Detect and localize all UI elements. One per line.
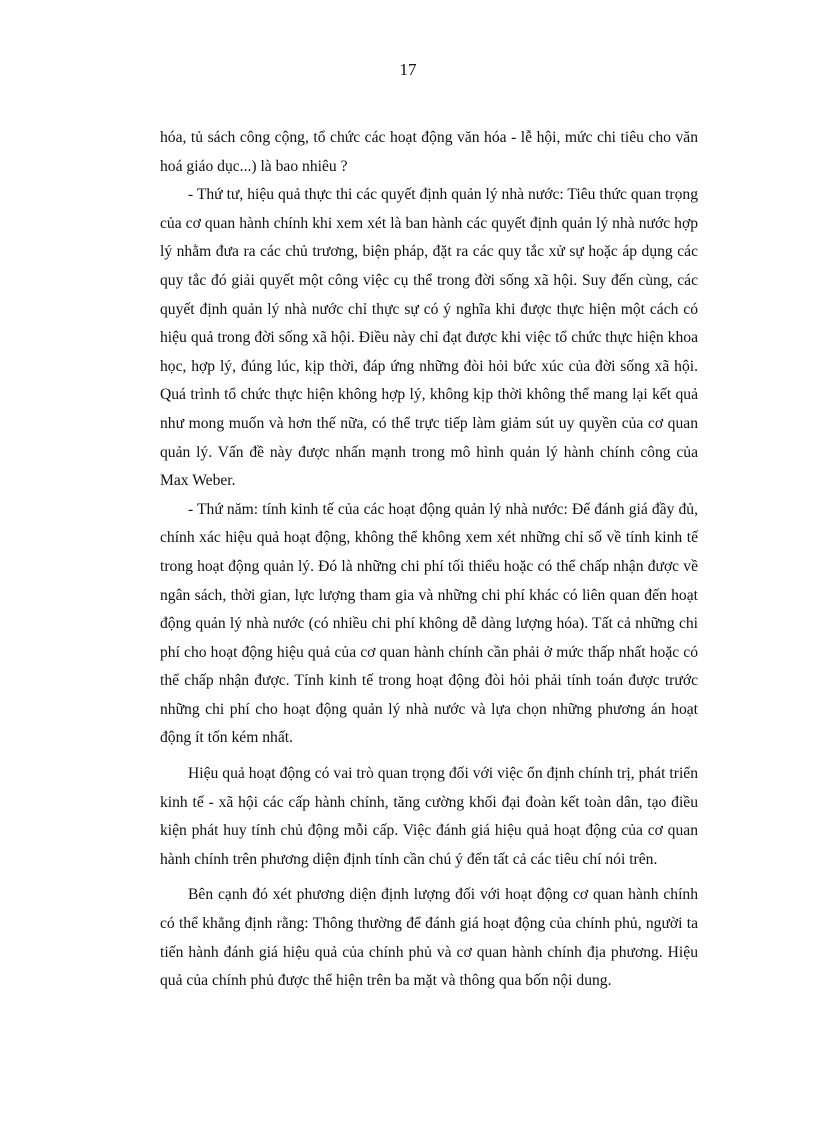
page-number: 17	[399, 60, 417, 79]
paragraph-continuation: hóa, tủ sách công cộng, tổ chức các hoạt động văn hóa - lễ hội, mức chi tiêu cho văn hoá giáo dục...) là bao nhiêu ?	[160, 129, 698, 175]
document-body	[160, 124, 698, 996]
paragraph-quantitative: Bên cạnh đó xét phương diện định lượng đối với hoạt động cơ quan hành chính có thể khẳng định rằng: Thông thường để đánh giá hoạt động của chính phủ, người ta tiến hành đánh giá hiệu quả của chính phủ và cơ quan hành chính địa phương. Hiệu quả của chính phủ được thể hiện trên ba mặt và thông qua bốn nội dung.	[160, 886, 698, 990]
paragraph-fifth-criterion: - Thứ năm: tính kinh tế của các hoạt động quản lý nhà nước: Để đánh giá đầy đủ, chính xác hiệu quả hoạt động, không thể không xem xét những chỉ số về tính kinh tế trong hoạt động quản lý. Đó là những chi phí tối thiểu hoặc có thể chấp nhận được về ngân sách, thời gian, lực lượng tham gia và những chi phí khác có liên quan đến hoạt động quản lý nhà nước (có nhiều chi phí không dễ dàng lượng hóa). Tất cả những chi phí cho hoạt động hiệu quả của cơ quan hành chính cần phải ở mức thấp nhất hoặc có thể chấp nhận được. Tính kinh tế trong hoạt động đòi hỏi phải tính toán được trước những chi phí cho hoạt động quản lý nhà nước và lựa chọn những phương án hoạt động ít tốn kém nhất.	[160, 500, 698, 747]
paragraph-importance: Hiệu quả hoạt động có vai trò quan trọng đối với việc ổn định chính trị, phát triển kinh tế - xã hội các cấp hành chính, tăng cường khối đại đoàn kết toàn dân, tạo điều kiện phát huy tính chủ động mỗi cấp. Việc đánh giá hiệu quả hoạt động của cơ quan hành chính trên phương diện định tính cần chú ý đến tất cả các tiêu chí nói trên.	[160, 765, 698, 868]
paragraph-fourth-criterion: - Thứ tư, hiệu quả thực thi các quyết định quản lý nhà nước: Tiêu thức quan trọng của cơ quan hành chính khi xem xét là ban hành các quyết định quản lý nhà nước hợp lý nhằm đưa ra các chủ trương, biện pháp, đặt ra các quy tắc xử sự hoặc áp dụng các quy tắc đó giải quyết một công việc cụ thể trong đời sống xã hội. Suy đến cùng, các quyết định quản lý nhà nước chỉ thực sự có ý nghĩa khi được thực hiện một cách có hiệu quả trong đời sống xã hội. Điều này chỉ đạt được khi việc tổ chức thực hiện khoa học, hợp lý, đúng lúc, kịp thời, đáp ứng những đòi hỏi bức xúc của đời sống xã hội. Quá trình tổ chức thực hiện không hợp lý, không kịp thời không thể mang lại kết quả như mong muốn và hơn thế nữa, có thể trực tiếp làm giảm sút uy quyền của cơ quan quản lý. Vấn đề này được nhấn mạnh trong mô hình quản lý hành chính công của Max Weber.	[160, 186, 698, 490]
